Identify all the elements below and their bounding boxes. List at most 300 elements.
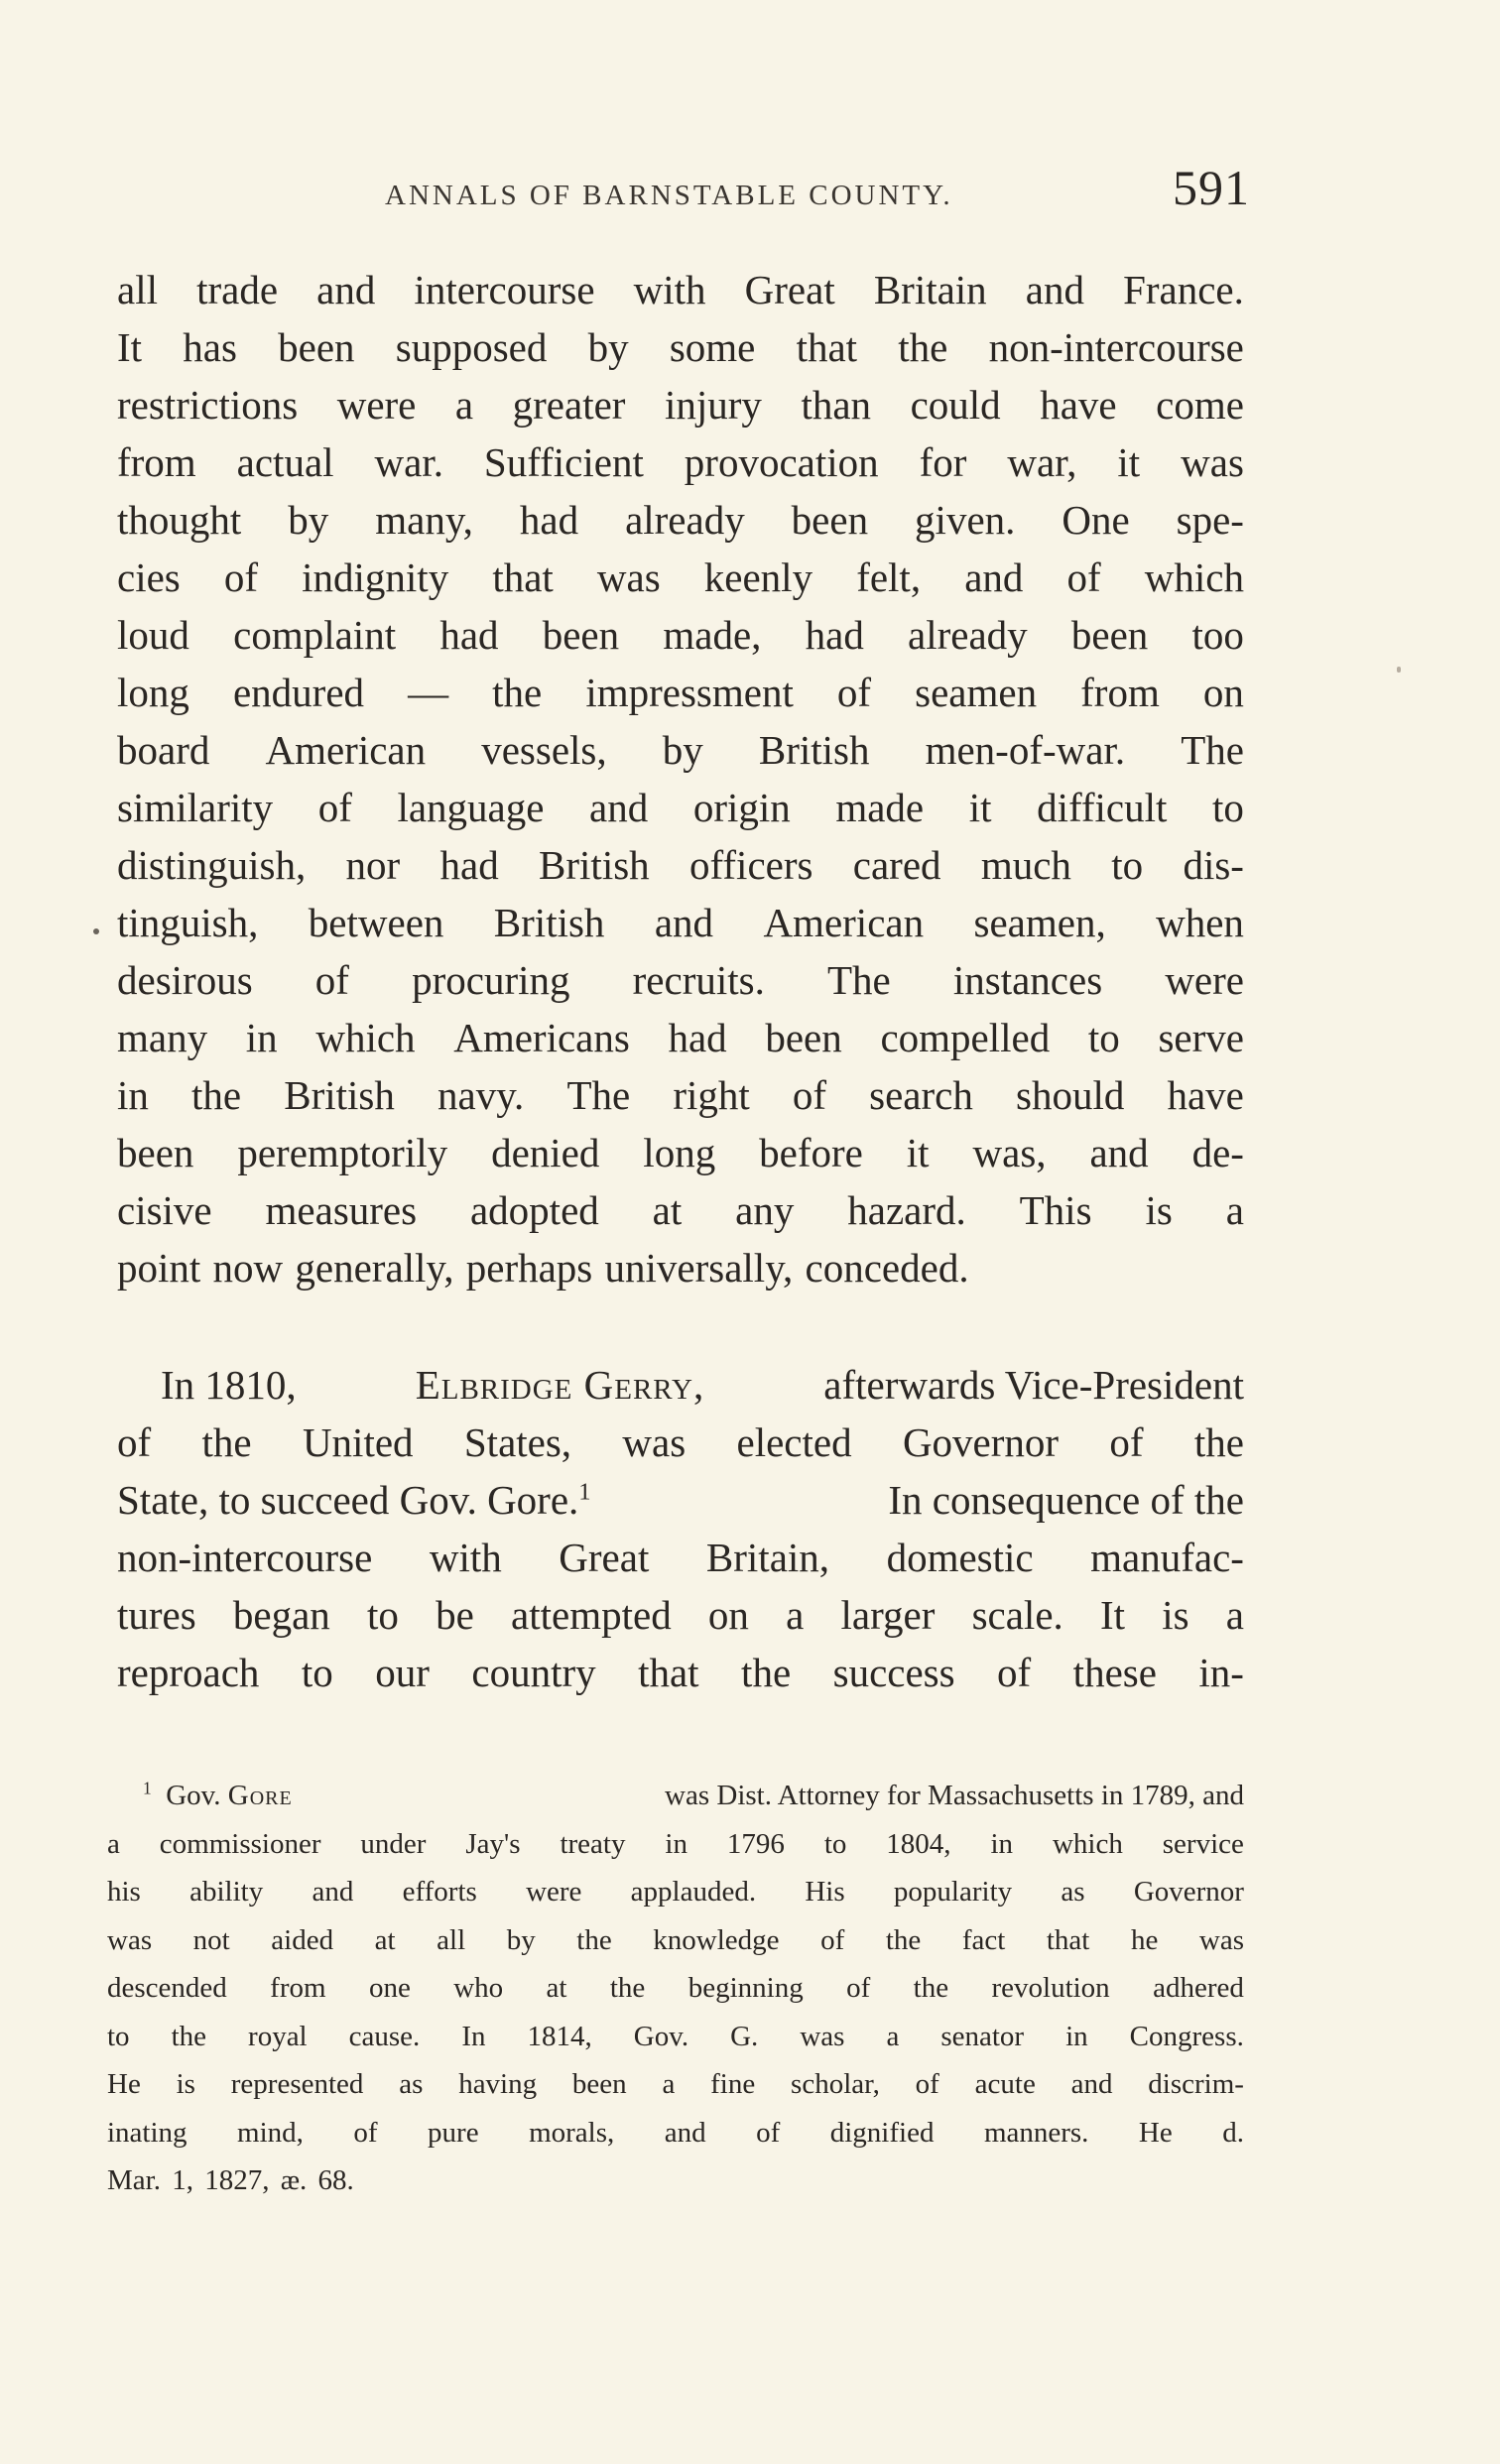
word: in [1065,2020,1088,2052]
word: and [1025,267,1084,312]
word: pure [428,2116,479,2149]
word: reproach [117,1650,260,1695]
word: Great [744,267,835,312]
word: been [765,1015,842,1060]
word: — [408,670,449,715]
word: been [791,497,869,543]
word: domestic [886,1535,1034,1580]
word: morals, [529,2116,615,2149]
word: peremptorily [237,1130,448,1175]
word: loud [117,612,189,658]
word: He [1138,2116,1173,2149]
word: discrim- [1148,2068,1244,2100]
footnote-line [107,2109,1244,2157]
word: of [317,785,352,830]
text-line [117,318,1244,376]
word: hazard. [847,1187,966,1233]
word: popularity [893,1876,1013,1908]
word: have [1040,382,1117,428]
word: Congress. [1129,2020,1244,2052]
word: manufac- [1090,1535,1244,1580]
word: before [759,1130,863,1175]
word: difficult [1037,785,1168,830]
word: In [461,2020,486,2052]
word: of [820,1923,845,1956]
word: by [662,727,703,773]
word: Gov. [633,2020,689,2052]
word: a [1225,1592,1244,1638]
text-line [117,664,1244,721]
word: to [367,1592,399,1638]
footnote-line [107,1772,1244,1820]
text-line [117,894,1244,951]
word: long [117,670,189,715]
word: of [1066,554,1101,600]
word: knowledge [653,1923,780,1956]
paragraph-1 [117,261,1244,1296]
word: many [117,1015,208,1060]
word: provocation [684,439,879,485]
word: in [245,1015,278,1060]
word: between [308,900,444,945]
word: made, [663,612,762,658]
word: beginning [688,1972,804,2004]
line-rest: In consequence of the [888,1477,1244,1523]
word: was [1198,1923,1244,1956]
word: efforts [402,1876,477,1908]
word: cisive [117,1187,212,1233]
word: could [910,382,1001,428]
word: for [919,439,967,485]
line-suffix: afterwards Vice-President [823,1362,1244,1408]
word: and [664,2116,706,2149]
text-line [117,1009,1244,1066]
word: the [885,1923,922,1956]
word: was [1181,439,1244,485]
word: a [662,2068,676,2100]
word: had [519,497,579,543]
word: mind, [237,2116,304,2149]
word: from [117,439,196,485]
word: attempted [511,1592,672,1638]
word: origin [692,785,791,830]
text-line [117,779,1244,836]
word: been [571,2068,627,2100]
word: This [1019,1187,1092,1233]
word: was, [972,1130,1047,1175]
word: having [458,2068,538,2100]
word: that [638,1650,699,1695]
word: with [633,267,706,312]
word: adopted [469,1187,599,1233]
word: similarity [117,785,274,830]
word: that [492,554,554,600]
word: from [270,1972,326,2004]
word: that [796,324,858,370]
word: commissioner [159,1827,321,1860]
word: from [1080,670,1160,715]
word: he [1130,1923,1159,1956]
word: applauded. [630,1876,757,1908]
footnote-line [107,1820,1244,1869]
word: on [1202,670,1244,715]
word: intercourse [414,267,595,312]
word: the [201,1419,252,1465]
word: He [107,2068,141,2100]
text-line [117,549,1244,606]
word: ability [189,1876,264,1908]
word: represented [230,2068,364,2100]
word: was [800,2020,845,2052]
word: had [668,1015,727,1060]
word: adhered [1153,1972,1244,2004]
word: be [436,1592,474,1638]
word: of [756,2116,781,2149]
word: instances [952,957,1103,1003]
word: men-of-war. [925,727,1126,773]
word: one [368,1972,411,2004]
word: made [835,785,925,830]
word: non-intercourse [988,324,1244,370]
footnote [107,1772,1244,2205]
text-line [117,1471,1244,1529]
word: been [278,324,355,370]
word: than [801,382,872,428]
word: as [1061,1876,1085,1908]
text-line [117,1124,1244,1181]
word: Britain, [705,1535,830,1580]
word: too [1191,612,1244,658]
word: of [1109,1419,1144,1465]
footnote-rest: was Dist. Attorney for Massachusetts in 1789, and [665,1780,1244,1811]
word: the [898,324,948,370]
word: it [968,785,992,830]
word: of [915,2068,939,2100]
word: elected [736,1419,852,1465]
page-number: 591 [1173,160,1250,215]
word: these [1072,1650,1157,1695]
footnote-lead [143,1772,293,1820]
word: to [1211,785,1244,830]
word: of [117,1419,152,1465]
word: at [652,1187,683,1233]
word: who [453,1972,504,2004]
word: royal [248,2020,308,2052]
word: were [336,382,417,428]
word: the [191,1072,242,1118]
word: was [107,1923,153,1956]
word: tinguish, [117,900,259,945]
word: dignified [829,2116,935,2149]
word: serve [1158,1015,1244,1060]
word: actual [236,439,334,485]
word: thought [117,497,242,543]
word: France. [1123,267,1244,312]
text-line [117,1181,1244,1239]
footnote-line [107,2060,1244,2109]
word: of [997,1650,1032,1695]
text-line [117,1644,1244,1701]
word: British [758,727,870,773]
text-line [117,836,1244,894]
word: the [171,2020,207,2052]
word: revolution [991,1972,1110,2004]
text-line [117,606,1244,664]
word: descended [107,1972,227,2004]
word: United [302,1419,414,1465]
text-line [117,721,1244,779]
word: inating [107,2116,188,2149]
word: search [869,1072,973,1118]
word: at [546,1972,567,2004]
word: felt, [856,554,922,600]
word: nor [345,842,401,888]
word: It [117,324,143,370]
text-line [117,1586,1244,1644]
word: d. [1222,2116,1244,2149]
word: the [913,1972,949,2004]
text-line [117,433,1244,491]
word: procuring [412,957,570,1003]
running-title: ANNALS OF BARNSTABLE COUNTY. [385,180,953,211]
text-line [117,1529,1244,1586]
word: some [669,324,756,370]
word: war. [374,439,443,485]
word: a [1225,1187,1244,1233]
word: His [805,1876,845,1908]
word: cared [852,842,941,888]
word: the [1193,1419,1244,1465]
word: States, [463,1419,572,1465]
word: Jay's [465,1827,521,1860]
word: under [360,1827,427,1860]
word: that [1046,1923,1090,1956]
word: and [316,267,376,312]
word: complaint [233,612,397,658]
word: a [886,2020,900,2052]
word: officers [688,842,813,888]
word: in [117,1072,149,1118]
text-line [117,1066,1244,1124]
word: country [471,1650,596,1695]
word: by [587,324,629,370]
word: to [1087,1015,1120,1060]
word: G. [730,2020,759,2052]
word: by [506,1923,536,1956]
word: fact [961,1923,1006,1956]
word: The [566,1072,631,1118]
word: which [315,1015,416,1060]
word: endured [232,670,365,715]
word: been [1070,612,1149,658]
word: already [908,612,1028,658]
word: success [832,1650,955,1695]
word: of [353,2116,378,2149]
word: trade [196,267,279,312]
word: Sufficient [483,439,644,485]
text-line [117,951,1244,1009]
text-line [117,491,1244,549]
word: in [665,1827,688,1860]
word: any [735,1187,795,1233]
word: our [375,1650,430,1695]
word: by [288,497,329,543]
footnote-line: Mar. 1, 1827, æ. 68. [107,2164,354,2196]
word: distinguish, [117,842,307,888]
running-header [377,159,1250,216]
word: senator [940,2020,1025,2052]
word: injury [664,382,762,428]
word: of [314,957,349,1003]
word: desirous [117,957,253,1003]
word: restrictions [117,382,299,428]
word: much [980,842,1071,888]
word: American [265,727,427,773]
word: it [1117,439,1141,485]
word: compelled [880,1015,1051,1060]
word: larger [840,1592,936,1638]
word: aided [271,1923,334,1956]
word: The [826,957,891,1003]
word: and [1089,1130,1149,1175]
word: have [1167,1072,1244,1118]
word: keenly [703,554,813,600]
word: denied [491,1130,600,1175]
text-line [117,1414,1244,1471]
word: when [1156,900,1244,945]
word: measures [265,1187,418,1233]
word: It [1099,1592,1126,1638]
word: greater [512,382,626,428]
word: 1804, [886,1827,951,1860]
word: should [1015,1072,1125,1118]
word: and [1070,2068,1113,2100]
paragraph-2 [117,1356,1244,1701]
word: The [1181,727,1244,773]
word: British [539,842,650,888]
word: One [1062,497,1130,543]
word: not [192,1923,230,1956]
word: given. [915,497,1016,543]
word: de- [1191,1130,1244,1175]
paper-blemish [1397,667,1401,673]
footnote-prefix: Gov. [166,1780,221,1811]
word: and [312,1876,354,1908]
word: his [107,1876,141,1908]
text-line [117,1356,1244,1414]
word: at [374,1923,396,1956]
word: already [625,497,745,543]
word: the [576,1923,612,1956]
word: in [990,1827,1014,1860]
word: fine [710,2068,756,2100]
footnote-line [107,1916,1244,1965]
word: as [399,2068,424,2100]
word: on [707,1592,749,1638]
word: treaty [560,1827,626,1860]
footnote-reference[interactable]: 1 [578,1478,591,1506]
word: service [1162,1827,1244,1860]
word: seamen, [973,900,1106,945]
text-line [117,261,1244,318]
word: been [542,612,620,658]
word: of [846,1972,871,2004]
word: non-intercourse [117,1535,373,1580]
word: supposed [395,324,548,370]
word: indignity [302,554,449,600]
word: is [176,2068,195,2100]
word: was [622,1419,687,1465]
word: and [589,785,649,830]
word: all [437,1923,466,1956]
text-line [117,376,1244,433]
footnote-line [107,1868,1244,1916]
word: all [117,267,158,312]
word: a [107,1827,120,1860]
word: tures [117,1592,196,1638]
word: Britain [873,267,987,312]
word: British [493,900,605,945]
print-mark [93,928,99,934]
word: of [836,670,872,715]
word: many, [375,497,473,543]
word: began [232,1592,330,1638]
word: to [823,1827,847,1860]
word: American [763,900,925,945]
word: dis- [1183,842,1244,888]
word: board [117,727,210,773]
word: Governor [1133,1876,1244,1908]
word: to [1111,842,1144,888]
word: with [429,1535,502,1580]
word: scholar, [791,2068,880,2100]
word: vessels, [481,727,607,773]
word: long [643,1130,716,1175]
word: impressment [585,670,794,715]
word: language [397,785,545,830]
word: 1814, [527,2020,592,2052]
word: is [1162,1592,1189,1638]
word: a [454,382,474,428]
word: were [526,1876,582,1908]
word: which [1052,1827,1123,1860]
word: of [223,554,259,600]
word: had [439,842,499,888]
word: was [596,554,661,600]
word: the [492,670,543,715]
word: been [117,1130,194,1175]
word: the [741,1650,792,1695]
word: war, [1007,439,1077,485]
word: come [1156,382,1244,428]
line-text [117,1471,591,1529]
word: acute [974,2068,1036,2100]
word: to [107,2020,130,2052]
footnote-line [107,2013,1244,2061]
footnote-name: Gore [227,1780,293,1811]
word: is [1145,1187,1173,1233]
word: Americans [453,1015,630,1060]
text-line: point now generally, perhaps universally, conceded. [117,1245,969,1291]
word: a [786,1592,805,1638]
footnote-line [107,1964,1244,2013]
word: recruits. [632,957,765,1003]
word: of [792,1072,827,1118]
word: British [284,1072,395,1118]
word: scale. [971,1592,1063,1638]
word: in- [1198,1650,1244,1695]
word: had [805,612,864,658]
